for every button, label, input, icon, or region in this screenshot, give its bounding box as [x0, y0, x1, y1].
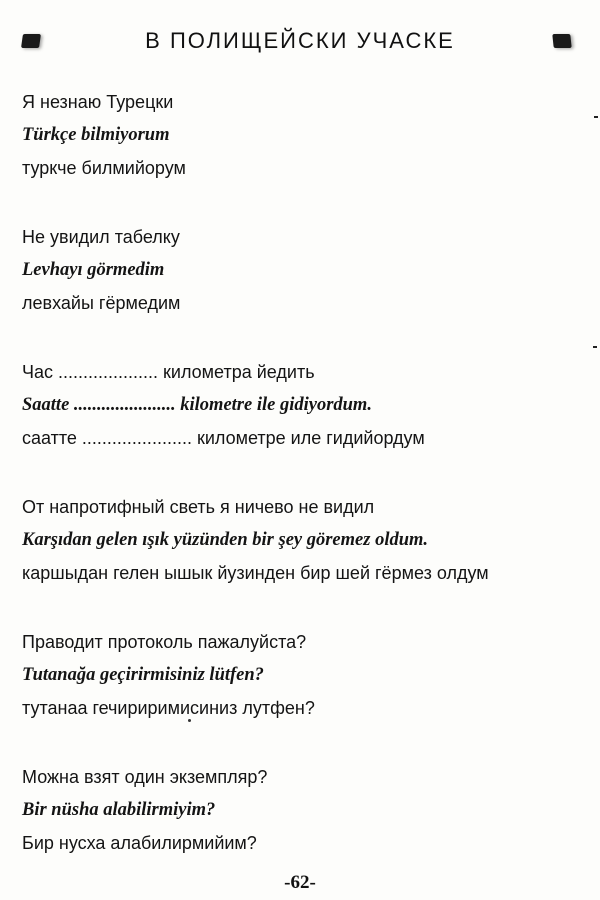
page-number: -62- [284, 872, 316, 893]
russian-phrase: Праводит протоколь пажалуйста? [22, 632, 307, 652]
phrase-list [22, 86, 582, 896]
transliteration: каршыдан гелен ышык йузинден бир шей гёрмез олдум [22, 563, 489, 583]
corner-mark-left [21, 34, 41, 48]
print-speck [188, 719, 191, 722]
transliteration: Бир нусха алабилирмийим? [22, 833, 257, 853]
turkish-phrase: Türkçe bilmiyorum [22, 125, 170, 145]
page-title: В ПОЛИЩЕЙСКИ УЧАСКЕ [145, 28, 455, 53]
turkish-phrase: Karşıdan gelen ışık yüzünden bir şey göremez oldum. [22, 530, 429, 550]
transliteration: левхайы гёрмедим [22, 293, 181, 313]
turkish-phrase: Levhayı görmedim [22, 260, 165, 280]
edge-speck [593, 346, 597, 348]
corner-mark-right [552, 34, 571, 48]
russian-phrase: От напротифный светь я ничево не видил [22, 497, 375, 517]
transliteration: тутанаа гечириримисиниз лутфен? [22, 698, 315, 718]
phrase-entry [22, 761, 582, 860]
phrase-entry [22, 356, 582, 455]
phrase-entry [22, 491, 582, 590]
turkish-phrase: Saatte ...................... kilometre ile gidiyordum. [22, 395, 372, 415]
phrase-entry [22, 626, 582, 725]
turkish-phrase: Tutanağa geçirirmisiniz lütfen? [22, 665, 264, 685]
edge-speck [594, 116, 598, 118]
russian-phrase: Я незнаю Турецки [22, 92, 174, 112]
phrase-entry [22, 221, 582, 320]
russian-phrase: Час .................... километра йедить [22, 362, 315, 382]
turkish-phrase: Bir nüsha alabilirmiyim? [22, 800, 216, 820]
transliteration: туркче билмийорум [22, 158, 186, 178]
russian-phrase: Не увидил табелку [22, 227, 180, 247]
transliteration: саатте ...................... километре иле гидийордум [22, 428, 425, 448]
phrase-entry [22, 86, 582, 185]
page-header [0, 28, 600, 68]
russian-phrase: Можна взят один экземпляр? [22, 767, 268, 787]
